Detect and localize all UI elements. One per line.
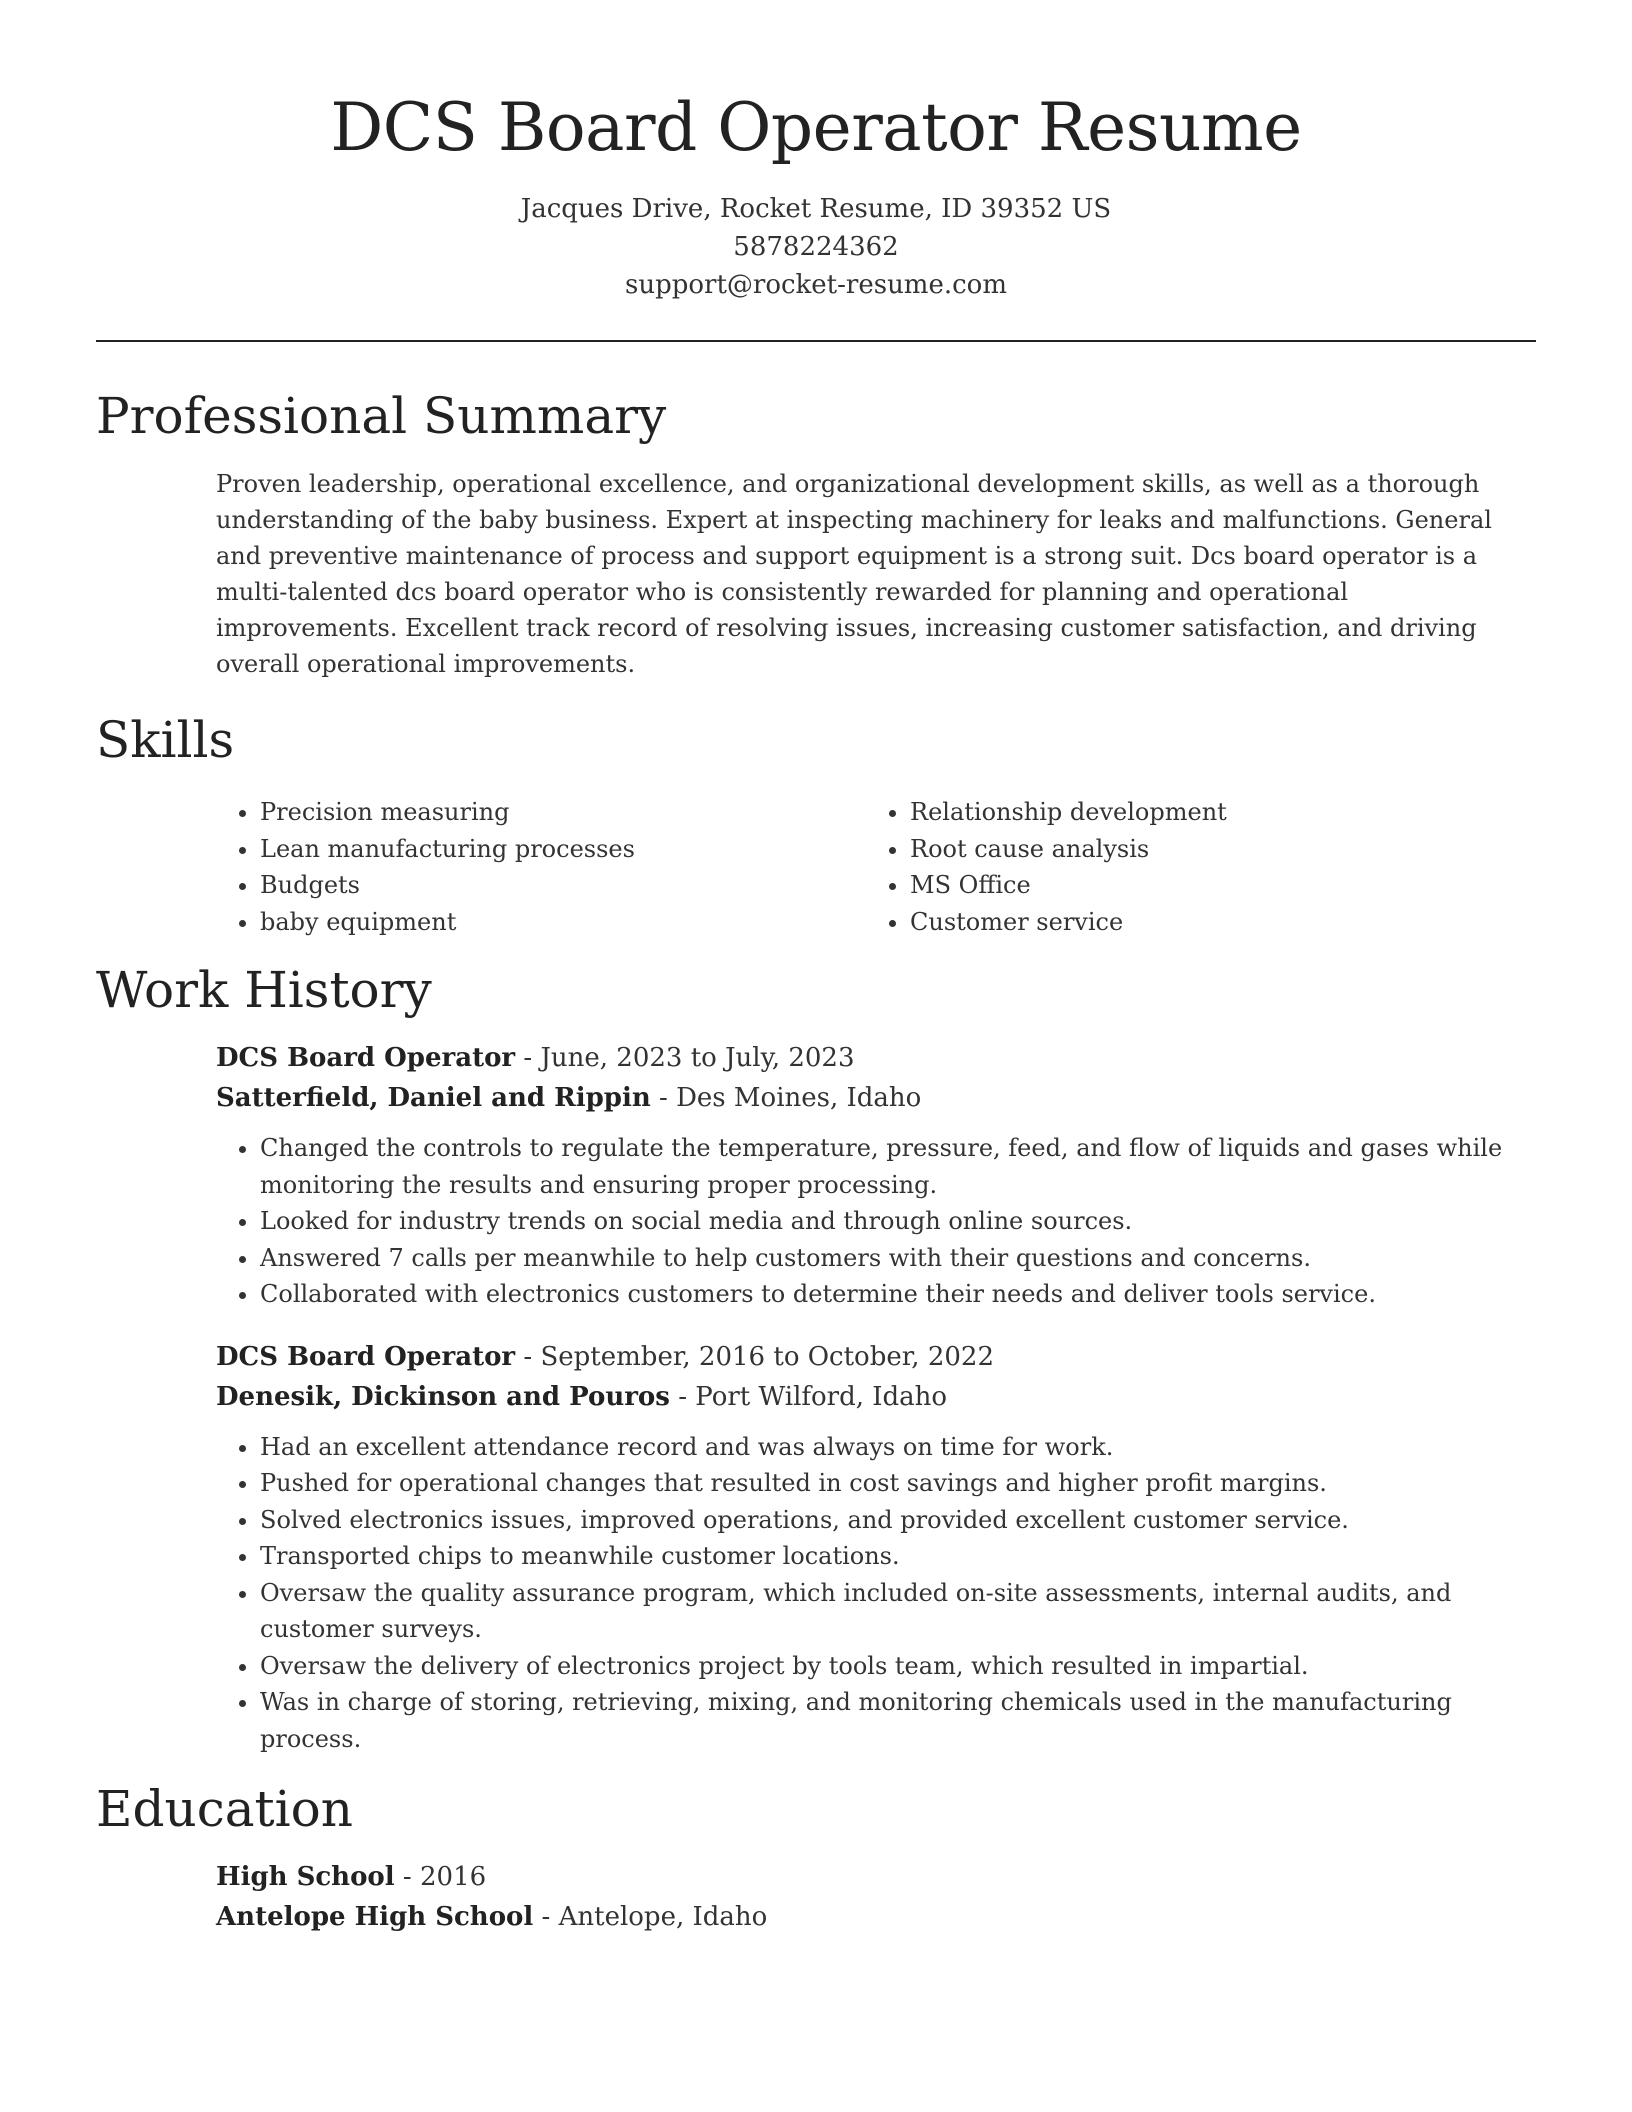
job-title-line: DCS Board Operator - September, 2016 to October, 2022 xyxy=(216,1341,995,1372)
job-bullet: • Oversaw the quality assurance program, which included on-site assessments, internal audits, and customer surveys. xyxy=(260,1575,1536,1648)
job-company: Satterfield, Daniel and Rippin xyxy=(216,1083,651,1113)
skill-item: • MS Office xyxy=(910,867,1516,904)
job-bullet: • Looked for industry trends on social media and through online sources. xyxy=(260,1203,1536,1240)
job-bullet: • Was in charge of storing, retrieving, mixing, and monitoring chemicals used in the manufacturing process. xyxy=(260,1684,1536,1757)
job-company-line: Satterfield, Daniel and Rippin - Des Moines, Idaho xyxy=(216,1083,922,1113)
job-bullets xyxy=(216,1130,1536,1313)
skill-item: • baby equipment xyxy=(260,904,866,941)
job-title-line: DCS Board Operator - June, 2023 to July, 2023 xyxy=(216,1043,855,1073)
job-dates: September, 2016 to October, 2022 xyxy=(540,1341,995,1372)
skills-list-left xyxy=(216,794,866,940)
skill-item: • Relationship development xyxy=(910,794,1516,831)
skill-item: • Budgets xyxy=(260,867,866,904)
job-title: DCS Board Operator xyxy=(216,1043,516,1073)
job-bullet: • Had an excellent attendance record and was always on time for work. xyxy=(260,1429,1536,1466)
job-location: Des Moines, Idaho xyxy=(676,1083,922,1113)
skill-item: • Customer service xyxy=(910,904,1516,941)
section-heading-summary: Professional Summary xyxy=(96,387,667,445)
contact-email: support@rocket-resume.com xyxy=(624,270,1007,300)
summary-text: Proven leadership, operational excellence, and organizational development skills, as well as a thorough understanding of the baby business. Expert at inspecting machinery for leaks and malfunctions. General and preventive maintenance of process and support equipment is a strong suit. Dcs board operator is a multi-talented dcs board operator who is consistently rewarded for planning and operational improvements. Excellent track record of resolving issues, increasing customer satisfaction, and driving overall operational improvements. xyxy=(216,470,1492,678)
job-bullet: • Pushed for operational changes that resulted in cost savings and higher profit margins. xyxy=(260,1465,1536,1502)
job-bullets xyxy=(216,1429,1536,1758)
job-entry xyxy=(216,1038,1536,1313)
section-heading-work: Work History xyxy=(96,961,432,1019)
section-work-history xyxy=(96,958,1536,1757)
contact-phone: 5878224362 xyxy=(733,232,899,262)
job-location: Port Wilford, Idaho xyxy=(695,1381,948,1412)
header-divider xyxy=(96,340,1536,342)
job-company-line: Denesik, Dickinson and Pouros - Port Wilford, Idaho xyxy=(216,1381,948,1412)
education-degree: High School xyxy=(216,1862,395,1892)
job-bullet: • Oversaw the delivery of electronics project by tools team, which resulted in impartial. xyxy=(260,1648,1536,1685)
job-dates: June, 2023 to July, 2023 xyxy=(540,1043,855,1073)
resume-page xyxy=(96,0,1536,1937)
section-professional-summary xyxy=(96,384,1536,682)
job-entry xyxy=(216,1337,1536,1758)
contact-address: Jacques Drive, Rocket Resume, ID 39352 US xyxy=(520,194,1112,224)
section-heading-education: Education xyxy=(96,1780,353,1838)
resume-header xyxy=(96,0,1536,342)
skill-item: • Lean manufacturing processes xyxy=(260,831,866,868)
section-heading-skills: Skills xyxy=(96,711,235,769)
resume-title: DCS Board Operator Resume xyxy=(330,89,1302,166)
job-bullet: • Answered 7 calls per meanwhile to help customers with their questions and concerns. xyxy=(260,1240,1536,1277)
education-school-line: Antelope High School - Antelope, Idaho xyxy=(216,1902,768,1932)
education-year: 2016 xyxy=(419,1862,487,1892)
section-education xyxy=(96,1777,1536,1937)
skills-list-right xyxy=(866,794,1516,940)
education-degree-line: High School - 2016 xyxy=(216,1862,487,1892)
job-bullet: • Collaborated with electronics customers to determine their needs and deliver tools service. xyxy=(260,1276,1536,1313)
skill-item: • Root cause analysis xyxy=(910,831,1516,868)
job-title: DCS Board Operator xyxy=(216,1341,516,1372)
education-location: Antelope, Idaho xyxy=(558,1902,768,1932)
contact-info xyxy=(96,190,1536,304)
job-bullet: • Solved electronics issues, improved operations, and provided excellent customer service. xyxy=(260,1502,1536,1539)
education-entry xyxy=(216,1857,1536,1937)
education-school: Antelope High School xyxy=(216,1902,534,1932)
section-skills xyxy=(96,708,1536,940)
job-bullet: • Transported chips to meanwhile customer locations. xyxy=(260,1538,1536,1575)
job-company: Denesik, Dickinson and Pouros xyxy=(216,1381,670,1412)
job-bullet: • Changed the controls to regulate the temperature, pressure, feed, and flow of liquids and gases while monitoring the results and ensuring proper processing. xyxy=(260,1130,1536,1203)
skill-item: • Precision measuring xyxy=(260,794,866,831)
